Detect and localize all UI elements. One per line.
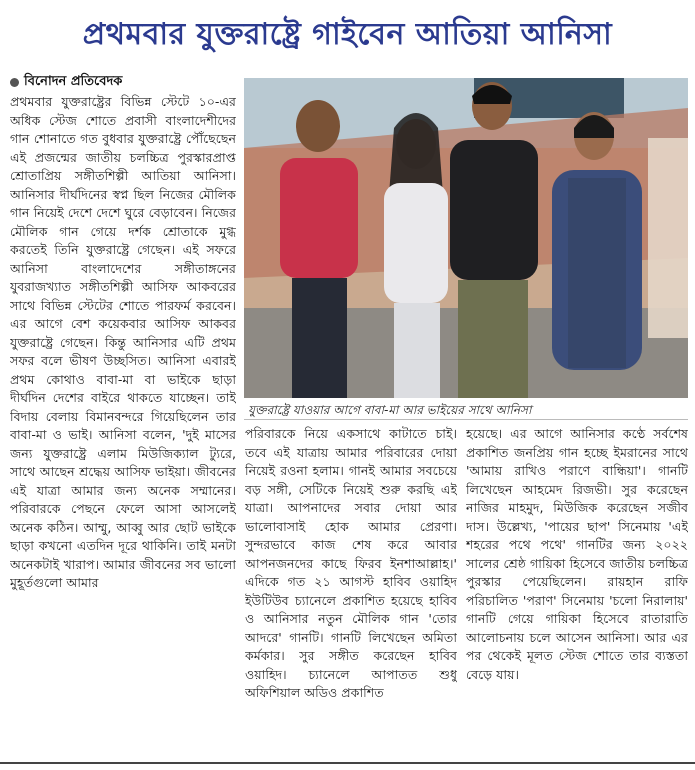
article-text-2: পরিবারকে নিয়ে একসাথে কাটাতে চাই। তবে এই যাত্রায় আমার পরিবারের দোয়া নিয়েই রওনা হলাম। গানই আমার সবচেয়ে বড় সঙ্গী, সেটিকে নিয়েই শুরু করছি এই যাত্রা। আপনাদের সবার দোয়া আর ভালোবাসাই হোক আমার প্রেরণা। সুন্দরভাবে কাজ শেষ করে আবার আপনজনদের কাছে ফিরব ইনশাআল্লাহ।' এদিকে গত ২১ আগস্ট হাবিব ওয়াহিদ ইউটিউব চ্যানেলে প্রকাশিত হয়েছে হাবিব ও আনিসার নতুন মৌলিক গান 'তোর আদরে' গানটি। গানটি লিখেছেন অমিতা কর্মকার। সুর সঙ্গীত করেছেন হাবিব ওয়াহিদ। চ্যানেলে আপাতত শুধু অফিশিয়াল অডিও প্রকাশিত (245, 426, 457, 700)
family-photo-illustration (244, 78, 688, 398)
headline: প্রথমবার যুক্তরাষ্ট্রে গাইবেন আতিয়া আনিসা (82, 17, 613, 52)
article-text-1: প্রথমবার যুক্তরাষ্ট্রের বিভিন্ন স্টেটে ১০-এর অধিক স্টেজ শোতে প্রবাসী বাংলাদেশীদের গান শোনাতে গত বুধবার যুক্তরাষ্ট্রে পৌঁছেছেন এই প্রজন্মের জাতীয় চলচ্চিত্র পুরস্কারপ্রাপ্ত শ্রোতাপ্রিয় সঙ্গীতশিল্পী আতিয়া আনিসা। আনিসার দীর্ঘদিনের স্বপ্ন ছিল নিজের মৌলিক গান নিয়েই দেশে দেশে ঘুরে বেড়াবেন। নিজের মৌলিক গান গেয়ে দর্শক শ্রোতাকে মুগ্ধ করতেই তিনি যুক্তরাষ্ট্রে গেছেন। এই সফরে আনিসা বাংলাদেশের সঙ্গীতাঙ্গনের যুবরাজখ্যাত সঙ্গীতশিল্পী আসিফ আকবরের সাথে বিভিন্ন স্টেটের শোতে পারফর্ম করবেন। এর আগে বেশ কয়েকবার আসিফ আকবর যুক্তরাষ্ট্রে গেছেন। কিন্তু আনিসার এটি প্রথম সফর বলে ভীষণ উচ্ছসিত। আনিসা এবারই প্রথম কোথাও বাবা-মা বা ভাইকে ছাড়া দীর্ঘদিন দেশের বাইরে থাকতে যাচ্ছেন। তাই বিদায় বেলায় বিমানবন্দরে গিয়েছিলেন তার বাবা-মা ও ভাই। আনিসা বলেন, 'দুই মাসের জন্য যুক্তরাষ্ট্রে এলাম মিউজিক্যাল ট্যুরে, সাথে আছেন শ্রদ্ধেয় আসিফ ভাইয়া। জীবনের এই যাত্রা আমার জন্য অনেক সম্মানের। পরিবারকে পেছনে ফেলে আসা আসলেই অনেক কঠিন। আম্মু, আব্বু আর ছোট ভাইকে ছাড়া কখনো এতদিন দূরে থাকিনি। তাই মনটা অনেকটাই খারাপ। আমার জীবনের সব ভালো মুহূর্তগুলো আমার (10, 94, 236, 590)
photo-caption: যুক্তরাষ্ট্রে যাওয়ার আগে বাবা-মা আর ভাইয়ের সাথে আনিসা (244, 400, 688, 420)
byline-text: বিনোদন প্রতিবেদক (24, 74, 123, 89)
byline (10, 72, 240, 92)
article-column-2 (245, 425, 457, 758)
article-text-3: হয়েছে। এর আগে আনিসার কণ্ঠে সর্বশেষ প্রকাশিত জনপ্রিয় গান হচ্ছে ইমরানের সাথে 'আমায় রাখিও পরাণে বান্ধিয়া'। গানটি লিখেছেন আহমেদ রিজভী। সুর করেছেন নাজির মাহমুদ, মিউজিক করেছেন সজীব দাস। উল্লেখ্য, 'পায়ের ছাপ' সিনেমায় 'এই শহরের পথে পথে' গানটির জন্য ২০২২ সালের শ্রেষ্ঠ গায়িকা হিসেবে জাতীয় চলচ্চিত্র পুরস্কার পেয়েছিলেন। রায়হান রাফি পরিচালিত 'পরাণ' সিনেমায় 'চলো নিরালায়' গানটি গেয়ে গায়িকা হিসেবে রাতারাতি আলোচনায় চলে আসেন আনিসা। আর এর পর থেকেই মূলত স্টেজ শোতে তার ব্যস্ততা বেড়ে যায়। (466, 426, 688, 682)
article-column-3 (466, 425, 688, 758)
article-column-1 (10, 93, 236, 758)
bottom-divider (0, 762, 695, 764)
bullet-icon (10, 78, 19, 87)
article-photo (244, 78, 688, 398)
